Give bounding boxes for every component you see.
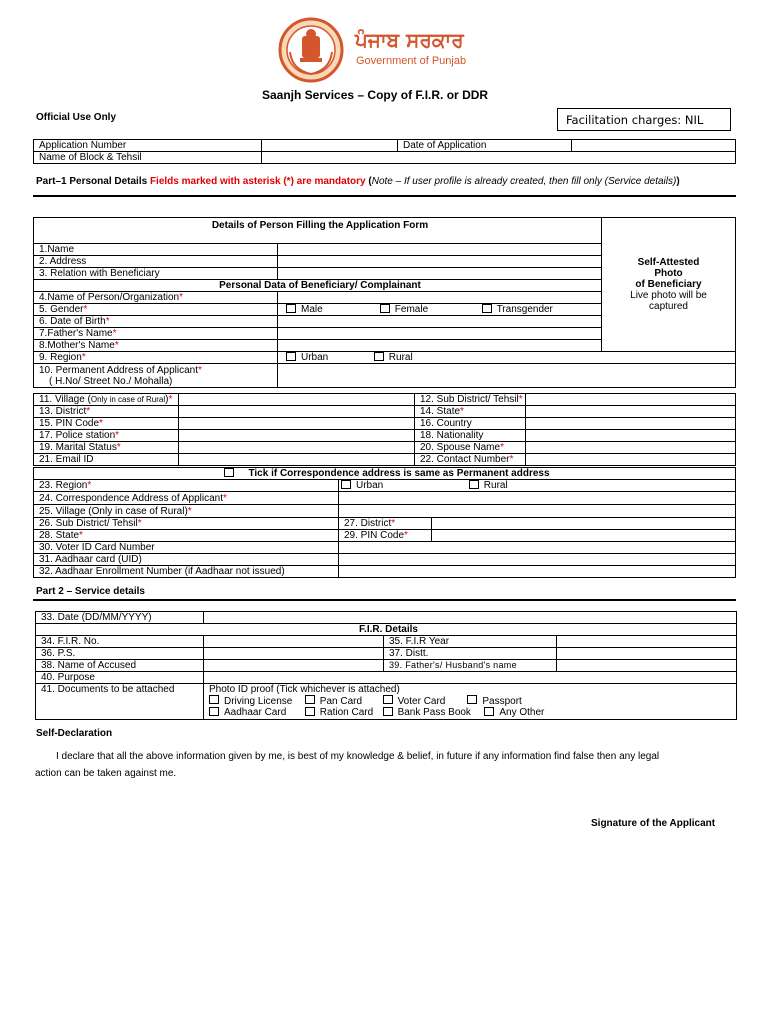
declaration-heading: Self-Declaration: [36, 728, 113, 739]
dob-field[interactable]: [278, 316, 602, 328]
part1-label: Part–1 Personal Details: [36, 176, 148, 187]
pin29-label: 29. PIN Code*: [339, 530, 432, 542]
note-open-paren: (: [368, 176, 372, 187]
note-label: Note –: [371, 176, 402, 187]
same-address-row: [34, 468, 736, 480]
voter-card-checkbox[interactable]: [383, 695, 393, 704]
same-address-checkbox[interactable]: [224, 468, 234, 477]
fir-no-label: 34. F.I.R. No.: [36, 636, 204, 648]
dob-label: 6. Date of Birth*: [34, 316, 278, 328]
rural23-checkbox[interactable]: [469, 480, 479, 489]
nationality-label: 18. Nationality: [415, 430, 526, 442]
marital-label: 19. Marital Status*: [34, 442, 179, 454]
beneficiary-heading: Personal Data of Beneficiary/ Complainant: [34, 280, 602, 292]
father-husband-field[interactable]: [557, 660, 737, 672]
divider: [33, 195, 736, 197]
person-name-label: 4.Name of Person/Organization*: [34, 292, 278, 304]
purpose-label: 40. Purpose: [36, 672, 204, 684]
pin29-field[interactable]: [432, 530, 736, 542]
rural23-label: Rural: [483, 480, 508, 491]
service-details-table: [35, 611, 737, 720]
application-number-label: Application Number: [34, 140, 262, 152]
district-field[interactable]: [179, 406, 415, 418]
fir-no-field[interactable]: [204, 636, 384, 648]
distt-label: 37. Distt.: [384, 648, 557, 660]
note-text: If user profile is already created, then fill only (Service details): [401, 176, 677, 187]
block-tehsil-field[interactable]: [262, 152, 736, 164]
passport-checkbox[interactable]: [467, 695, 477, 704]
perm-address-field[interactable]: [278, 364, 736, 388]
fir-year-field[interactable]: [557, 636, 737, 648]
date-of-application-field[interactable]: [572, 140, 736, 152]
spouse-field[interactable]: [526, 442, 736, 454]
district-label: 13. District*: [34, 406, 179, 418]
relation-label: 3. Relation with Beneficiary: [34, 268, 278, 280]
female-checkbox[interactable]: [380, 304, 390, 313]
same-address-label: Tick if Correspondence address is same as Permanent address: [248, 468, 550, 479]
country-label: 16. Country: [415, 418, 526, 430]
punjabi-title: ਪੰਜਾਬ ਸਰਕਾਰ: [355, 28, 464, 52]
bank-checkbox[interactable]: [383, 707, 393, 716]
pin-field[interactable]: [179, 418, 415, 430]
perm-address-label: 10. Permanent Address of Applicant* ( H.No/ Street No./ Mohalla): [34, 364, 278, 388]
sub-district-label: 12. Sub District/ Tehsil*: [415, 394, 526, 406]
official-use-label: Official Use Only: [36, 112, 117, 123]
driving-checkbox[interactable]: [209, 695, 219, 704]
gender-options: [278, 304, 602, 316]
district27-label: 27. District*: [339, 518, 432, 530]
other-checkbox[interactable]: [484, 707, 494, 716]
female-label: Female: [394, 304, 429, 315]
village25-label: 25. Village (Only in case of Rural)*: [34, 505, 339, 518]
aadhaar-card-label: Aadhaar Card: [224, 707, 287, 718]
male-label: Male: [301, 304, 323, 315]
aadhaar-enrol-label: 32. Aadhaar Enrollment Number (if Aadhaar not issued): [34, 566, 339, 578]
pan-checkbox[interactable]: [305, 695, 315, 704]
spouse-label: 20. Spouse Name*: [415, 442, 526, 454]
documents-label: 41. Documents to be attached: [36, 684, 204, 720]
photo-label-4: Live photo will be: [630, 290, 707, 301]
voter-label: 30. Voter ID Card Number: [34, 542, 339, 554]
village-label: 11. Village (Only in case of Rural)*: [34, 394, 179, 406]
photo-label-2: Photo: [654, 268, 683, 279]
gender-label: 5. Gender*: [34, 304, 278, 316]
voter-card-label: Voter Card: [397, 695, 446, 707]
pan-label: Pan Card: [319, 695, 363, 707]
correspondence-table: [33, 467, 736, 578]
driving-label: Driving License: [224, 695, 293, 707]
document-title: Saanjh Services – Copy of F.I.R. or DDR: [262, 88, 489, 102]
father-husband-label: 39. Father's/ Husband's name: [384, 660, 557, 672]
bank-label: Bank Pass Book: [397, 707, 471, 718]
nationality-field[interactable]: [526, 430, 736, 442]
address-label: 2. Address: [34, 256, 278, 268]
block-tehsil-label: Name of Block & Tehsil: [34, 152, 262, 164]
marital-field[interactable]: [179, 442, 415, 454]
office-use-table: [33, 139, 736, 164]
transgender-checkbox[interactable]: [482, 304, 492, 313]
date-field[interactable]: [204, 612, 737, 624]
ps-field[interactable]: [204, 648, 384, 660]
government-name: Government of Punjab: [356, 55, 467, 67]
mother-label: 8.Mother's Name*: [34, 340, 278, 352]
police-field[interactable]: [179, 430, 415, 442]
father-label: 7.Father's Name*: [34, 328, 278, 340]
declaration-text-2: action can be taken against me.: [35, 768, 177, 779]
pin-label: 15. PIN Code*: [34, 418, 179, 430]
state-label: 14. State*: [415, 406, 526, 418]
father-field[interactable]: [278, 328, 602, 340]
contact-label: 22. Contact Number*: [415, 454, 526, 466]
part1-heading: [36, 176, 680, 187]
ration-checkbox[interactable]: [305, 707, 315, 716]
sub-district-field[interactable]: [526, 394, 736, 406]
photo-label-5: captured: [649, 301, 688, 312]
purpose-field[interactable]: [204, 672, 737, 684]
beneficiary-table: [33, 393, 736, 466]
declaration-text-1: I declare that all the above information given by me, is best of my knowledge & belief, in future if any information find false then any legal: [56, 751, 660, 762]
state28-label: 28. State*: [34, 530, 339, 542]
male-checkbox[interactable]: [286, 304, 296, 313]
name-label: 1.Name: [34, 244, 278, 256]
region23-options: [339, 480, 736, 492]
voter-field[interactable]: [339, 542, 736, 554]
distt-field[interactable]: [557, 648, 737, 660]
photo-box[interactable]: [602, 218, 736, 352]
rural-label: Rural: [388, 352, 413, 363]
fir-year-label: 35. F.I.R Year: [384, 636, 557, 648]
documents-options: [204, 684, 737, 720]
passport-label: Passport: [482, 695, 522, 707]
punjab-govt-emblem: [278, 16, 344, 84]
corr-address-field[interactable]: [339, 492, 736, 505]
region23-label: 23. Region*: [34, 480, 339, 492]
photo-label-1: Self-Attested: [637, 257, 700, 268]
country-field[interactable]: [526, 418, 736, 430]
other-label: Any Other: [499, 707, 545, 718]
facilitation-text: Facilitation charges: NIL: [566, 113, 704, 127]
date-label: 33. Date (DD/MM/YYYY): [36, 612, 204, 624]
aadhaar-label: 31. Aadhaar card (UID): [34, 554, 339, 566]
photo-label-3: of Beneficiary: [635, 279, 702, 290]
name-field[interactable]: [278, 244, 602, 256]
date-of-application-label: Date of Application: [398, 140, 572, 152]
corr-address-label: 24. Correspondence Address of Applicant*: [34, 492, 339, 505]
police-label: 17. Police station*: [34, 430, 179, 442]
note-close-paren: ): [676, 176, 680, 187]
application-number-field[interactable]: [262, 140, 398, 152]
ps-label: 36. P.S.: [36, 648, 204, 660]
mandatory-note: Fields marked with asterisk (*) are mandatory: [149, 176, 366, 187]
district27-field[interactable]: [432, 518, 736, 530]
part2-divider: [33, 599, 736, 601]
transgender-label: Transgender: [496, 304, 553, 315]
urban-checkbox[interactable]: [286, 352, 296, 361]
email-field[interactable]: [179, 454, 415, 466]
sub-district26-label: 26. Sub District/ Tehsil*: [34, 518, 339, 530]
aadhaar-enrol-field[interactable]: [339, 566, 736, 578]
region-label: 9. Region*: [34, 352, 278, 364]
village-field[interactable]: [179, 394, 415, 406]
contact-field[interactable]: [526, 454, 736, 466]
email-label: 21. Email ID: [34, 454, 179, 466]
aadhaar-field[interactable]: [339, 554, 736, 566]
region-options: [278, 352, 736, 364]
village25-field[interactable]: [339, 505, 736, 518]
ration-label: Ration Card: [319, 707, 374, 718]
part2-heading: Part 2 – Service details: [36, 586, 145, 597]
accused-field[interactable]: [204, 660, 384, 672]
facilitation-charges: [557, 108, 731, 131]
mother-field[interactable]: [278, 340, 602, 352]
aadhaar-card-checkbox[interactable]: [209, 707, 219, 716]
relation-field[interactable]: [278, 268, 602, 280]
fir-heading: F.I.R. Details: [36, 624, 737, 636]
signature-label: Signature of the Applicant: [591, 818, 716, 829]
accused-label: 38. Name of Accused: [36, 660, 204, 672]
photo-id-label: Photo ID proof (Tick whichever is attached): [209, 684, 400, 695]
state-field[interactable]: [526, 406, 736, 418]
urban-label: Urban: [301, 352, 329, 363]
address-field[interactable]: [278, 256, 602, 268]
rural-checkbox[interactable]: [374, 352, 384, 361]
urban23-checkbox[interactable]: [341, 480, 351, 489]
details-heading: Details of Person Filling the Application Form: [34, 218, 602, 244]
person-name-field[interactable]: [278, 292, 602, 304]
urban23-label: Urban: [356, 480, 384, 491]
applicant-details-table: [33, 217, 736, 388]
